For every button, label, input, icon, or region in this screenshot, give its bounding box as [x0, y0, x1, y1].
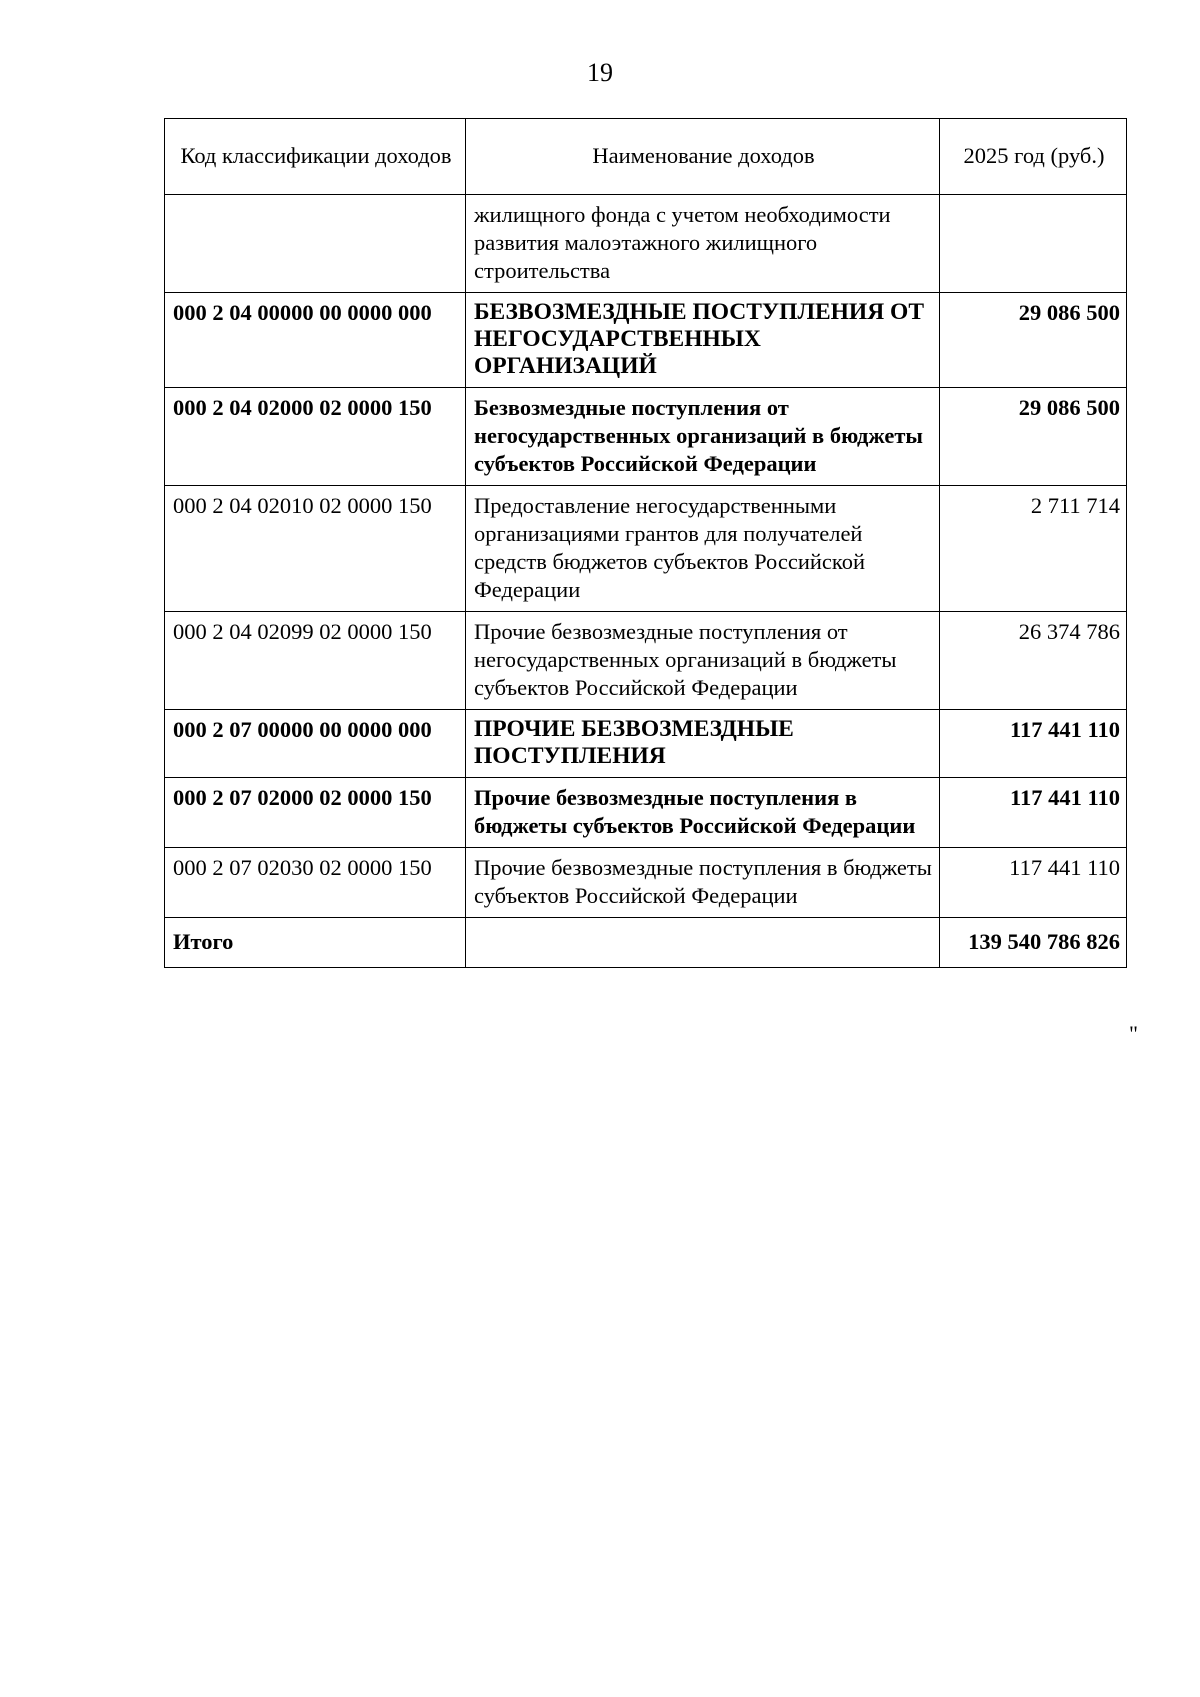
closing-quote-mark: ": [1129, 1021, 1138, 1046]
row-code: 000 2 07 02030 02 0000 150: [165, 848, 466, 918]
table-row: [165, 710, 1127, 778]
total-label: Итого: [165, 918, 466, 968]
table-row: [165, 612, 1127, 710]
row-amount: 117 441 110: [940, 848, 1127, 918]
row-amount: 26 374 786: [940, 612, 1127, 710]
page-number: 19: [587, 58, 613, 87]
table-row: [165, 388, 1127, 486]
row-code: [165, 195, 466, 293]
row-code: 000 2 04 02099 02 0000 150: [165, 612, 466, 710]
row-name: Прочие безвозмездные поступления в бюджеты субъектов Российской Федерации: [466, 848, 940, 918]
row-name: Предоставление негосударственными организациями грантов для получателей средств бюджетов субъектов Российской Федерации: [466, 486, 940, 612]
table-row: [165, 778, 1127, 848]
table-row: [165, 293, 1127, 388]
total-name-empty: [466, 918, 940, 968]
table-header-row: [165, 119, 1127, 195]
row-amount: 29 086 500: [940, 388, 1127, 486]
row-name: Безвозмездные поступления от негосударственных организаций в бюджеты субъектов Российской Федерации: [466, 388, 940, 486]
table-row: [165, 195, 1127, 293]
table-row: [165, 848, 1127, 918]
row-amount: 117 441 110: [940, 778, 1127, 848]
total-row: [165, 918, 1127, 968]
row-amount: 2 711 714: [940, 486, 1127, 612]
row-amount: 29 086 500: [940, 293, 1127, 388]
row-name: Прочие безвозмездные поступления от негосударственных организаций в бюджеты субъектов Российской Федерации: [466, 612, 940, 710]
row-code: 000 2 04 02010 02 0000 150: [165, 486, 466, 612]
row-code: 000 2 07 00000 00 0000 000: [165, 710, 466, 778]
row-name: Прочие безвозмездные поступления в бюджеты субъектов Российской Федерации: [466, 778, 940, 848]
row-amount: [940, 195, 1127, 293]
header-amount: 2025 год (руб.): [940, 119, 1127, 195]
row-code: 000 2 04 02000 02 0000 150: [165, 388, 466, 486]
row-name: БЕЗВОЗМЕЗДНЫЕ ПОСТУПЛЕНИЯ ОТ НЕГОСУДАРСТВЕННЫХ ОРГАНИЗАЦИЙ: [466, 293, 940, 388]
table-row: [165, 486, 1127, 612]
row-code: 000 2 07 02000 02 0000 150: [165, 778, 466, 848]
row-name: ПРОЧИЕ БЕЗВОЗМЕЗДНЫЕ ПОСТУПЛЕНИЯ: [466, 710, 940, 778]
header-name: Наименование доходов: [466, 119, 940, 195]
row-amount: 117 441 110: [940, 710, 1127, 778]
row-name: жилищного фонда с учетом необходимости развития малоэтажного жилищного строительства: [466, 195, 940, 293]
total-amount: 139 540 786 826: [940, 918, 1127, 968]
header-code: Код классификации доходов: [165, 119, 466, 195]
revenue-table: [164, 118, 1127, 968]
row-code: 000 2 04 00000 00 0000 000: [165, 293, 466, 388]
